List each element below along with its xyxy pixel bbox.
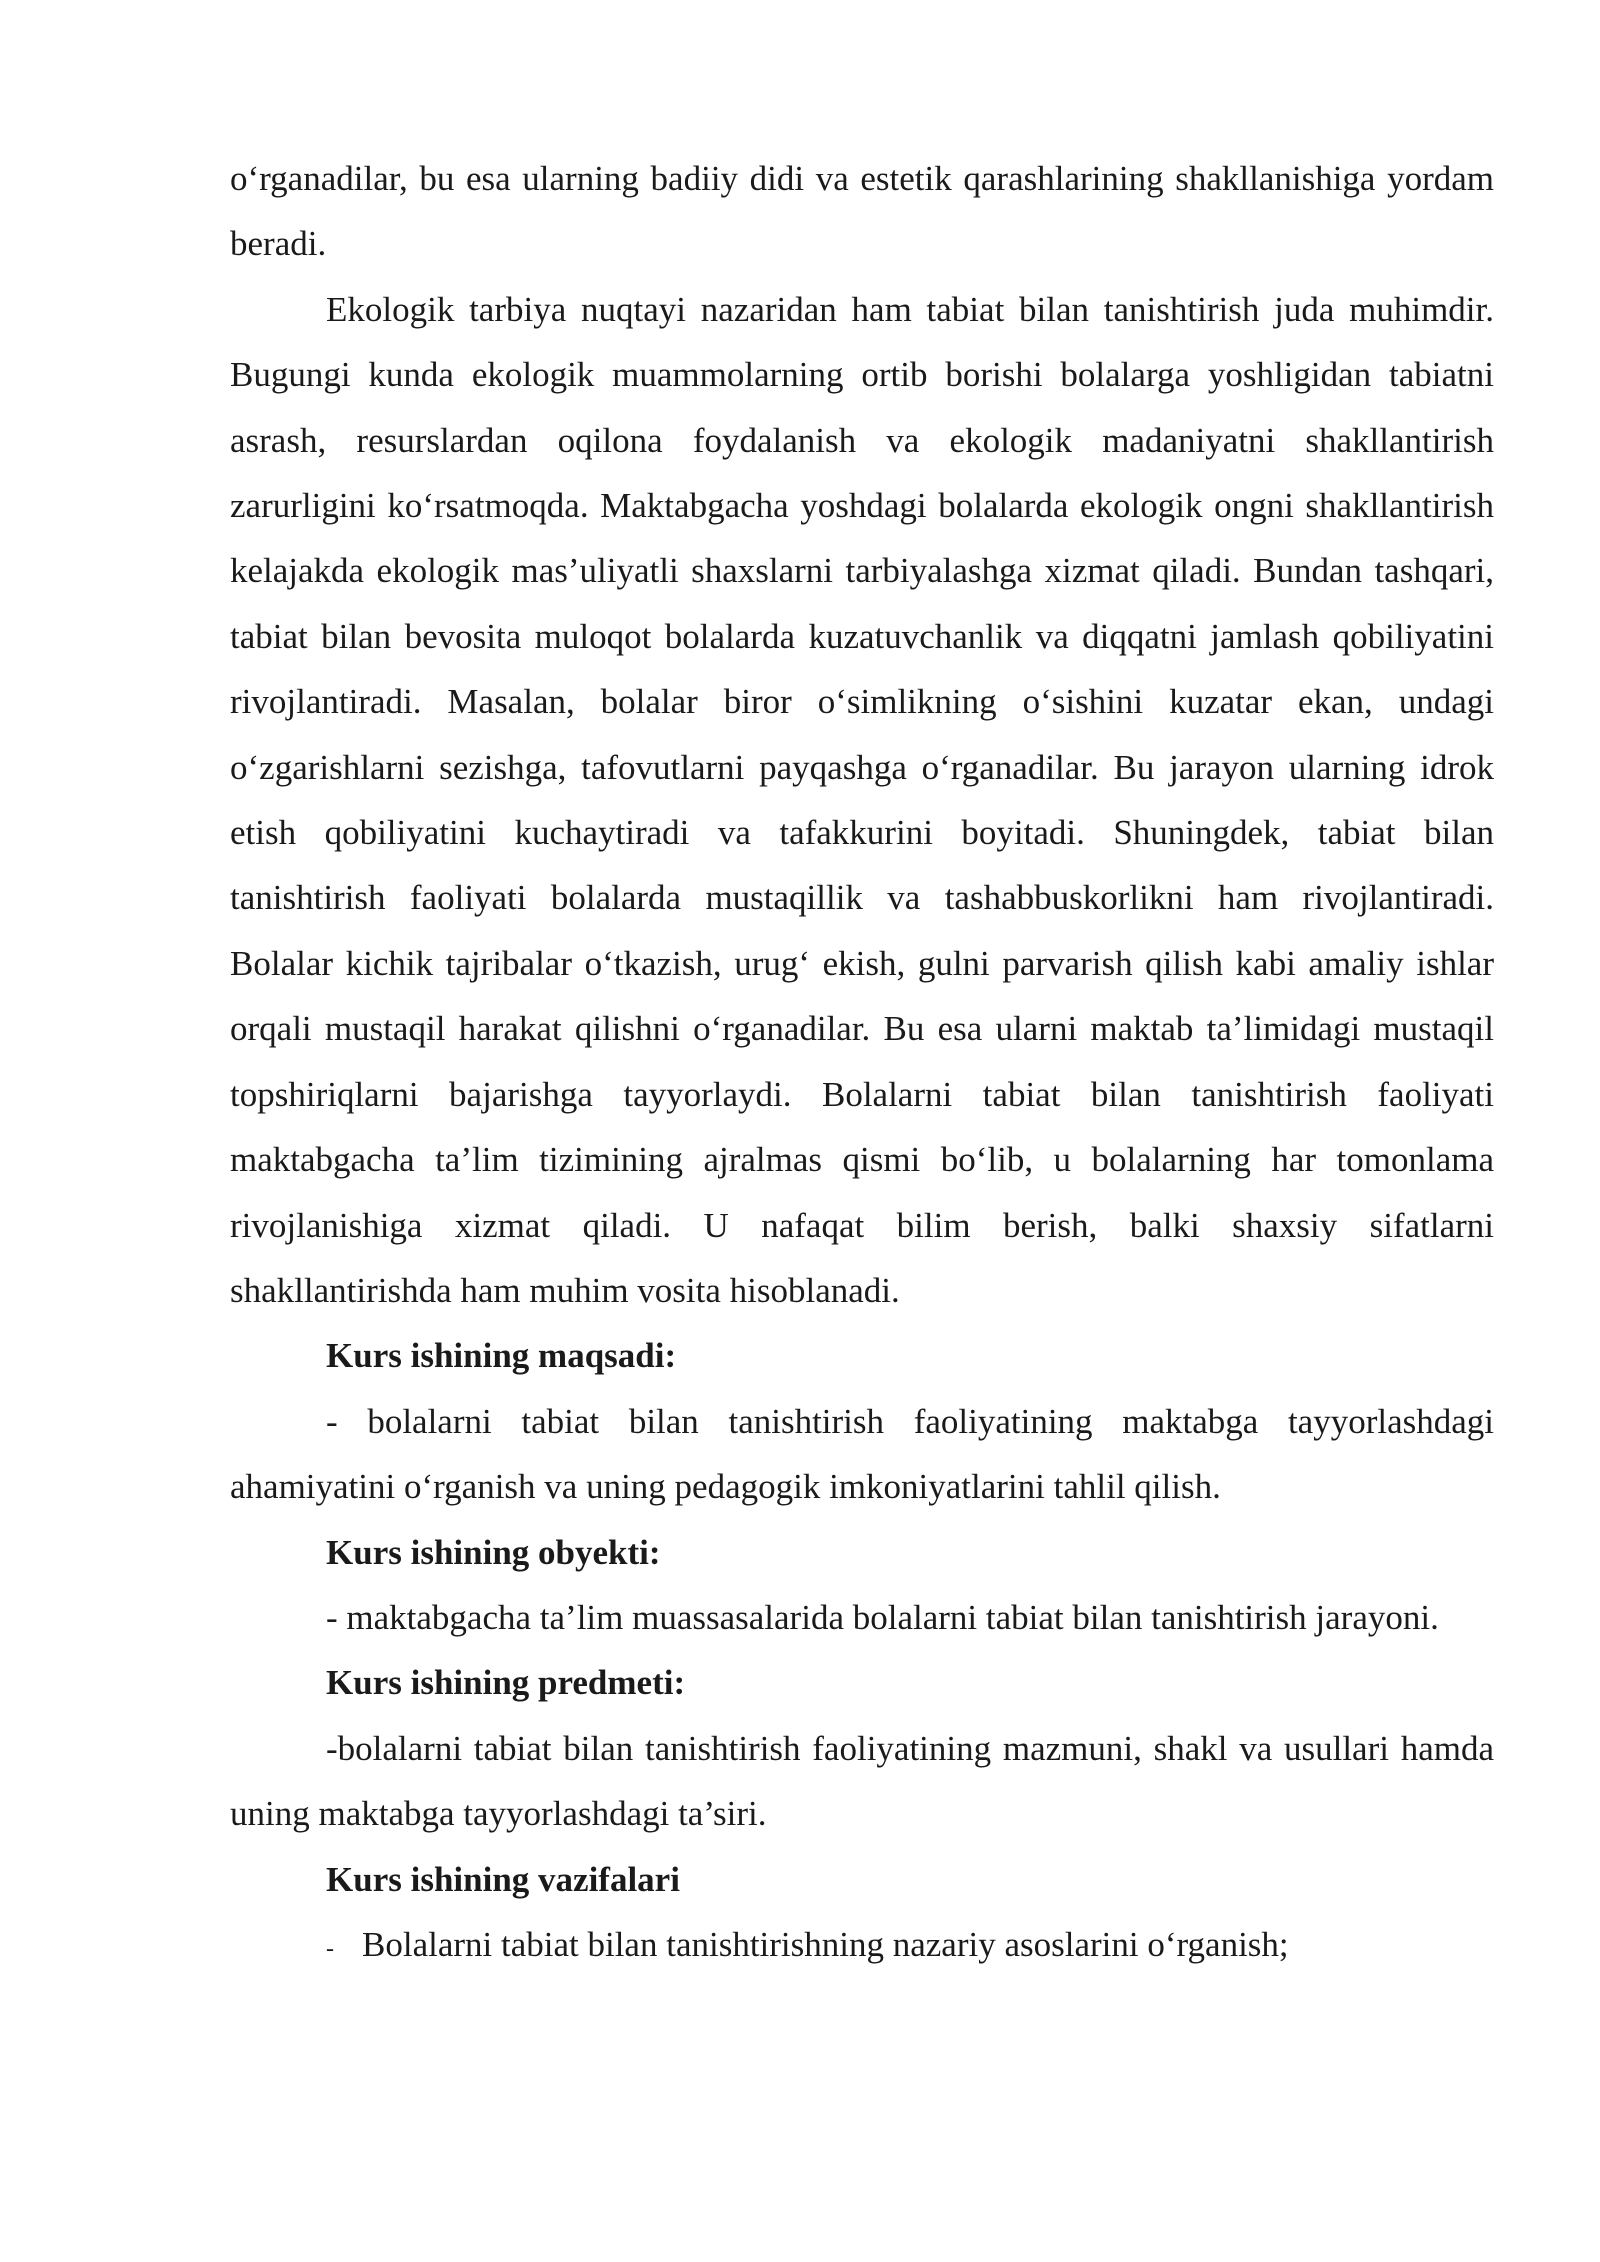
paragraph-continuation: o‘rganadilar, bu esa ularning badiiy didi va estetik qarashlarining shakllanishiga yordam beradi. <box>230 159 1494 264</box>
object-text: - maktabgacha ta’lim muassasalarida bolalarni tabiat bilan tanishtirish jarayoni. <box>326 1597 1439 1637</box>
list-bullet: - <box>326 1935 334 1962</box>
goal-text: - bolalarni tabiat bilan tanishtirish faoliyatining maktabga tayyorlashdagi ahamiyatini o‘rganish va uning pedagogik imkoniyatlarini tahlil qilish. <box>230 1401 1494 1507</box>
heading-goal: Kurs ishining maqsadi: <box>326 1336 677 1376</box>
heading-object: Kurs ishining obyekti: <box>326 1532 661 1572</box>
paragraph-ecological-education: Ekologik tarbiya nuqtayi nazaridan ham tabiat bilan tanishtirish juda muhimdir. Bugungi kunda ekologik muammolarning ortib borishi bolalarga yoshligidan tabiatni asrash, resurslardan oqilona foydalanish va ekologik madaniyatni shakllantirish zarurligini ko‘rsatmoqda. Maktabgacha yoshdagi bolalarda ekologik ongni shakllantirish kelajakda ekologik mas’uliyatli shaxslarni tarbiyalashga xizmat qiladi. Bundan tashqari, tabiat bilan bevosita muloqot bolalarda kuzatuvchanlik va diqqatni jamlash qobiliyatini rivojlantiradi. Masalan, bolalar biror o‘simlikning o‘sishini kuzatar ekan, undagi o‘zgarishlarni sezishga, tafovutlarni payqashga o‘rganadilar. Bu jarayon ularning idrok etish qobiliyatini kuchaytiradi va tafakkurini boyitadi. Shuningdek, tabiat bilan tanishtirish faoliyati bolalarda mustaqillik va tashabbuskorlikni ham rivojlantiradi. Bolalar kichik tajribalar o‘tkazish, urug‘ ekish, gulni parvarish qilish kabi amaliy ishlar orqali mustaqil harakat qilishni o‘rganadilar. Bu esa ularni maktab ta’limidagi mustaqil topshiriqlarni bajarishga tayyorlaydi. Bolalarni tabiat bilan tanishtirish faoliyati maktabgacha ta’lim tizimining ajralmas qismi bo‘lib, u bolalarning har tomonlama rivojlanishiga xizmat qiladi. U nafaqat bilim berish, balki shaxsiy sifatlarni shakllantirishda ham muhim vosita hisoblanadi. <box>230 289 1494 1310</box>
document-page <box>230 146 1494 1982</box>
heading-subject: Kurs ishining predmeti: <box>326 1663 686 1703</box>
list-item-text: Bolalarni tabiat bilan tanishtirishning nazariy asoslarini o‘rganish; <box>362 1924 1289 1964</box>
heading-tasks: Kurs ishining vazifalari <box>326 1859 680 1899</box>
list-item <box>230 1912 1494 1982</box>
subject-text: -bolalarni tabiat bilan tanishtirish faoliyatining mazmuni, shakl va usullari hamda uning maktabga tayyorlashdagi ta’siri. <box>230 1728 1494 1834</box>
